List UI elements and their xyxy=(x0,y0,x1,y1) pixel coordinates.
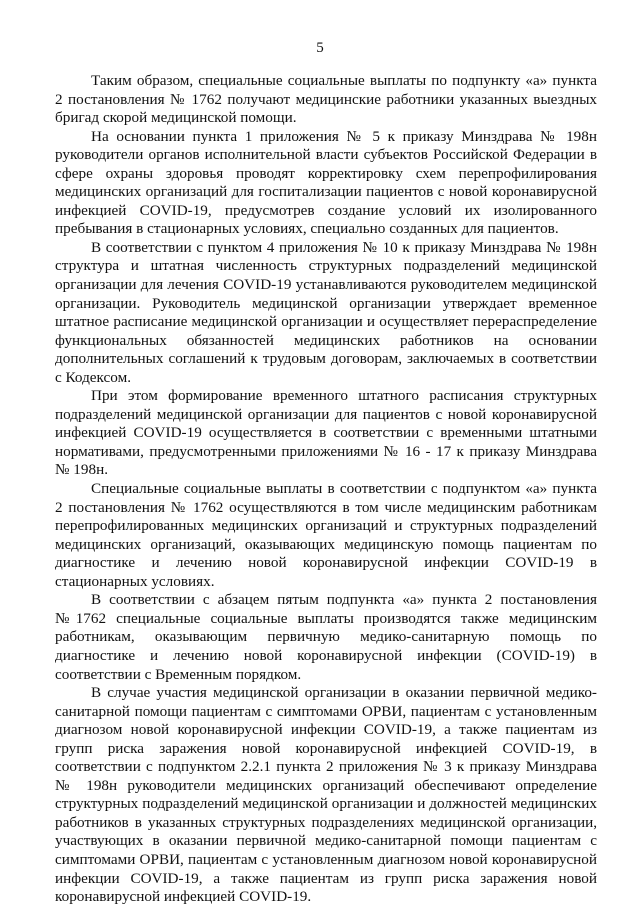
page-number: 5 xyxy=(316,40,324,56)
document-body xyxy=(55,72,597,907)
paragraph-7: В случае участия медицинской организации в оказании первичной медико-санитарной помощи пациентам с симптомами ОРВИ, пациентам с установленным диагнозом новой коронавирусной инфекции COVID-19, а также пациентам из групп риска заражения новой коронавирусной инфекцией COVID-19, в соответствии с подпунктом 2.2.1 пункта 2 приложения № 3 к приказу Минздрава № 198н руководители медицинских организаций обеспечивают определение структурных подразделений медицинской организации и должностей медицинских работников в указанных структурных подразделениях медицинской организации, участвующих в оказании первичной медико-санитарной помощи пациентам с симптомами ОРВИ, пациентам с установленным диагнозом новой коронавирусной инфекции COVID-19, а также пациентам из групп риска заражения новой коронавирусной инфекцией COVID-19. xyxy=(55,684,597,906)
paragraph-6: В соответствии с абзацем пятым подпункта «а» пункта 2 постановления №1762 специальные социальные выплаты производятся также медицинским работникам, оказывающим первичную медико-санитарную помощь по диагностике и лечению новой коронавирусной инфекции (COVID-19) в соответствии с Временным порядком. xyxy=(55,591,597,683)
paragraph-2: На основании пункта 1 приложения № 5 к приказу Минздрава № 198н руководители органов исполнительной власти субъектов Российской Федерации в сфере охраны здоровья проводят корректировку схем перепрофилирования медицинских организаций для госпитализации пациентов с новой коронавирусной инфекцией COVID-19, предусмотрев создание условий их изолированного пребывания в стационарных условиях, специально созданных для пациентов. xyxy=(55,127,597,238)
paragraph-1: Таким образом, специальные социальные выплаты по подпункту «а» пункта 2 постановления № 1762 получают медицинские работники указанных выездных бригад скорой медицинской помощи. xyxy=(55,72,597,127)
paragraph-3: В соответствии с пунктом 4 приложения № 10 к приказу Минздрава № 198н структура и штатная численность структурных подразделений медицинской организации для лечения COVID-19 устанавливаются руководителем медицинской организации. Руководитель медицинской организации утверждает временное штатное расписание медицинской организации и осуществляет перераспределение функциональных обязанностей медицинских работников на основании дополнительных соглашений к трудовым договорам, заключаемых в соответствии с Кодексом. xyxy=(55,238,597,386)
paragraph-5: Специальные социальные выплаты в соответствии с подпунктом «а» пункта 2 постановления № 1762 осуществляются в том числе медицинским работникам перепрофилированных медицинских организаций и структурных подразделений медицинских организаций, оказывающих медицинскую помощь пациентам по диагностике и лечению новой коронавирусной инфекции COVID-19 в стационарных условиях. xyxy=(55,480,597,590)
paragraph-4: При этом формирование временного штатного расписания структурных подразделений медицинской организации для пациентов с новой коронавирусной инфекцией COVID-19 осуществляется в соответствии с временными штатными нормативами, предусмотренными приложениями № 16 - 17 к приказу Минздрава № 198н. xyxy=(55,387,597,479)
